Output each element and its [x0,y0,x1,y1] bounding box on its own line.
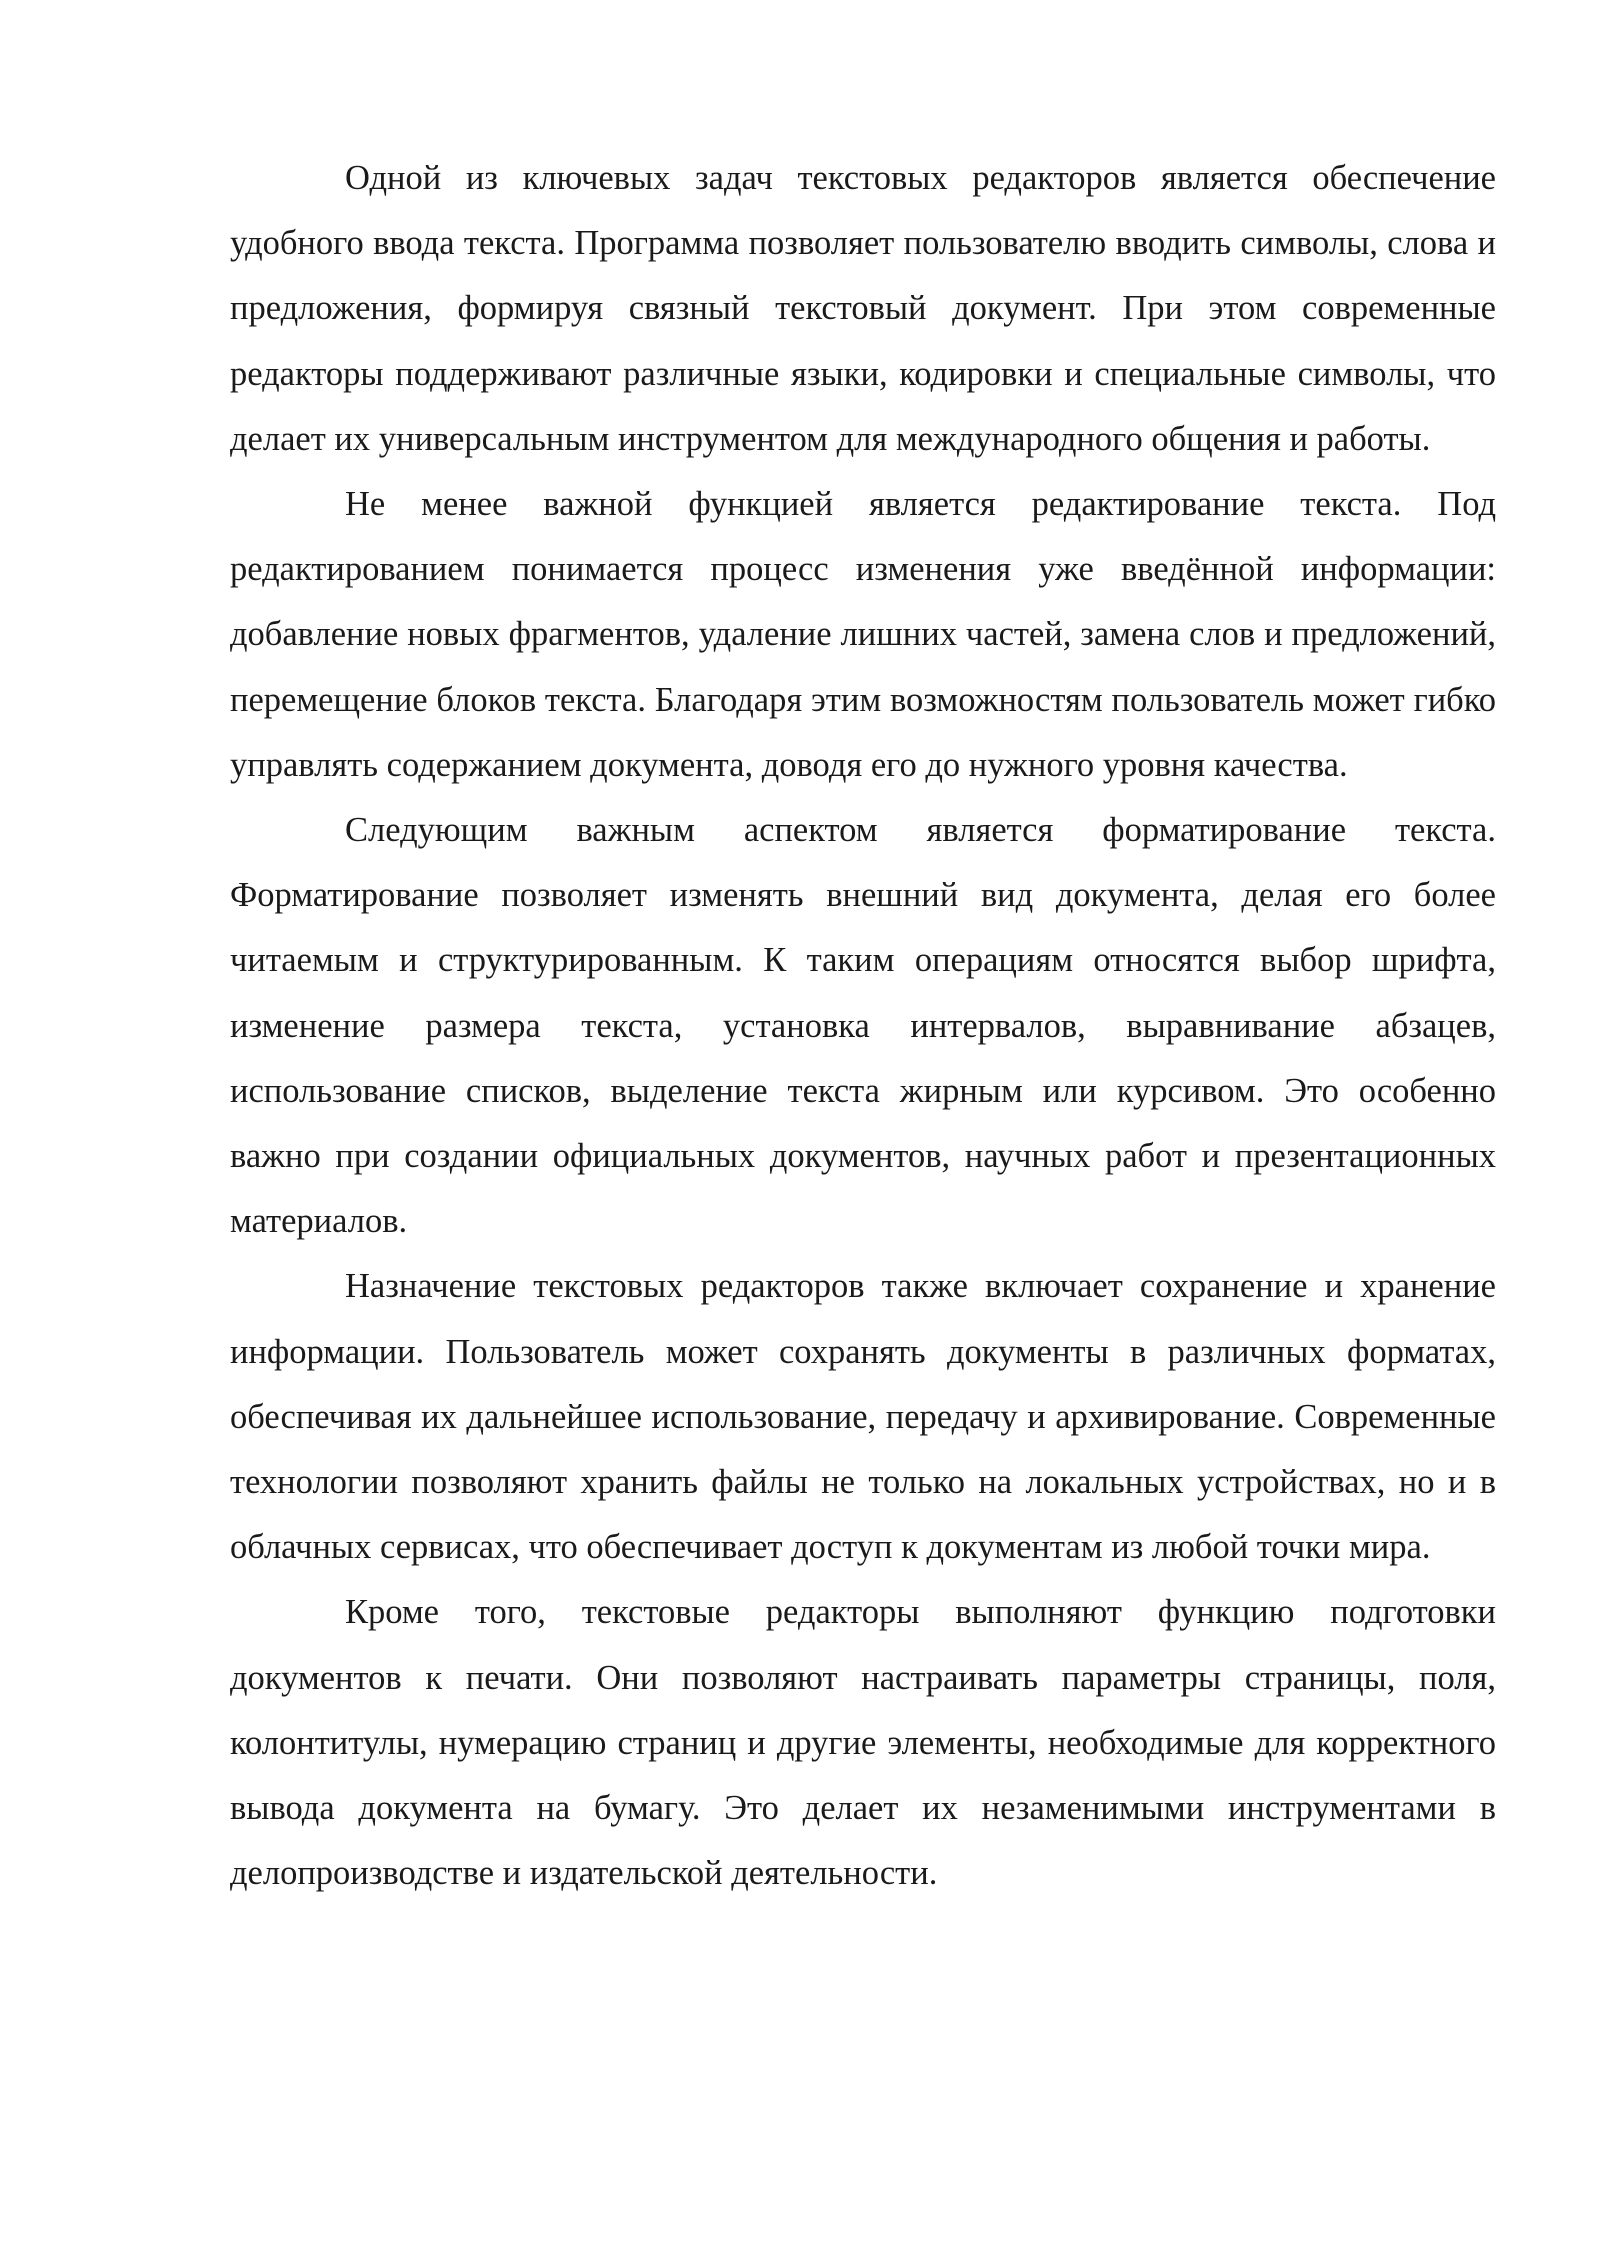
paragraph-editing: Не менее важной функцией является редактирование текста. Под редактированием понимается процесс изменения уже введённой информации: добавление новых фрагментов, удаление лишних частей, замена слов и предложений, перемещение блоков текста. Благодаря этим возможностям пользователь может гибко управлять содержанием документа, доводя его до нужного уровня качества. [230,485,1496,784]
paragraph-saving: Назначение текстовых редакторов также включает сохранение и хранение информации. Пользователь может сохранять документы в различных форматах, обеспечивая их дальнейшее использование, передачу и архивирование. Современные технологии позволяют хранить файлы не только на локальных устройствах, но и в облачных сервисах, что обеспечивает доступ к документам из любой точки мира. [230,1267,1496,1567]
document-body [230,146,1496,1906]
paragraph-printing: Кроме того, текстовые редакторы выполняют функцию подготовки документов к печати. Они позволяют настраивать параметры страницы, поля, колонтитулы, нумерацию страниц и другие элементы, необходимые для корректного вывода документа на бумагу. Это делает их незаменимыми инструментами в делопроизводстве и издательской деятельности. [230,1593,1496,1893]
paragraph-input: Одной из ключевых задач текстовых редакторов является обеспечение удобного ввода текста. Программа позволяет пользователю вводить символы, слова и предложения, формируя связный текстовый документ. При этом современные редакторы поддерживают различные языки, кодировки и специальные символы, что делает их универсальным инструментом для международного общения и работы. [230,159,1496,458]
paragraph-formatting: Следующим важным аспектом является форматирование текста. Форматирование позволяет изменять внешний вид документа, делая его более читаемым и структурированным. К таким операциям относятся выбор шрифта, изменение размера текста, установка интервалов, выравнивание абзацев, использование списков, выделение текста жирным или курсивом. Это особенно важно при создании официальных документов, научных работ и презентационных материалов. [230,811,1496,1241]
